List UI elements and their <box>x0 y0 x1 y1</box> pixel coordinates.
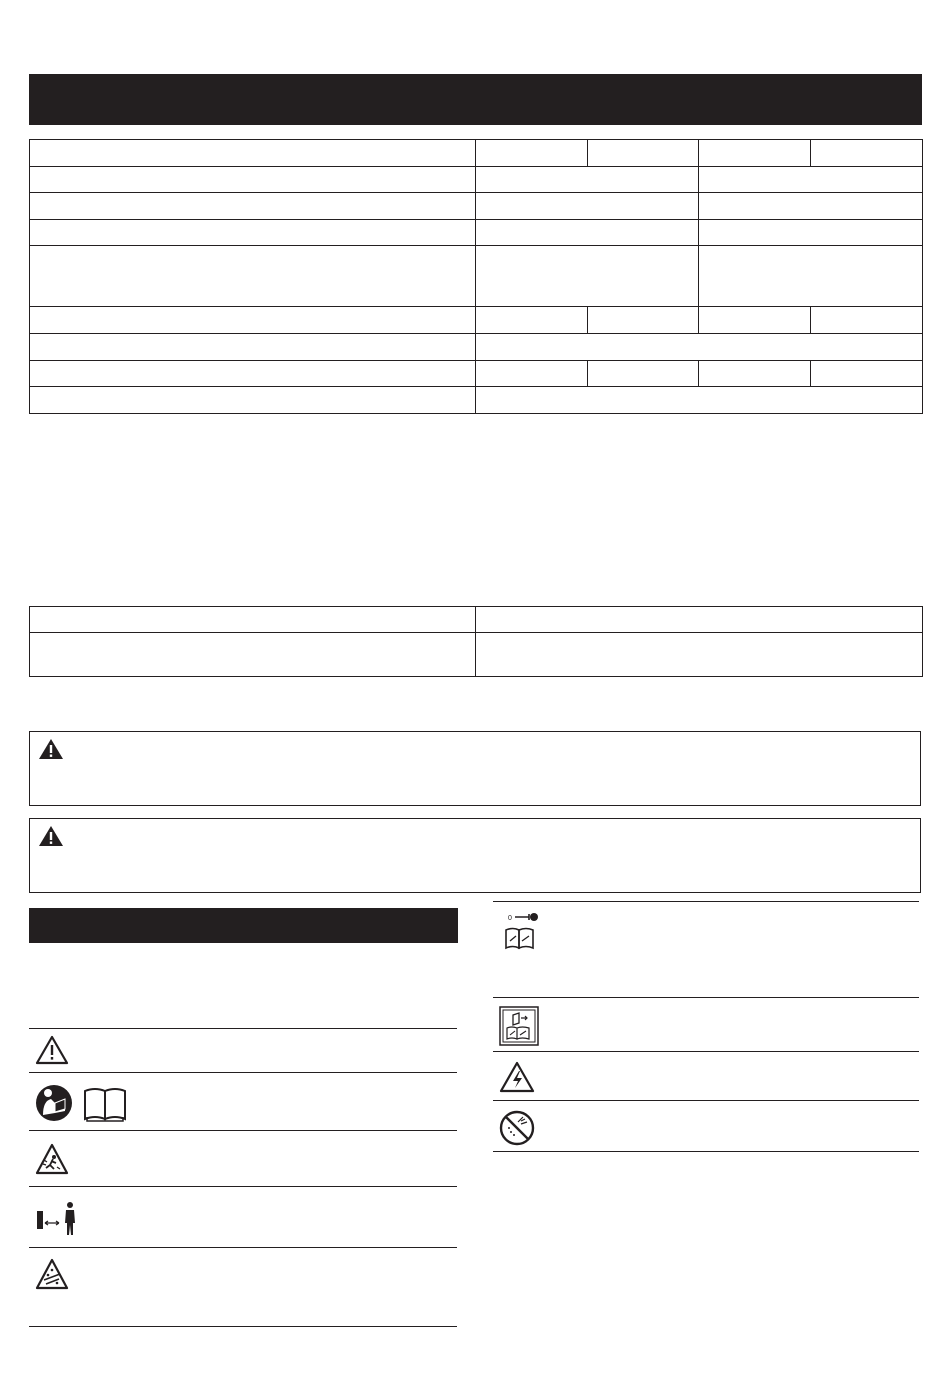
table-cell <box>476 167 699 193</box>
table-cell <box>476 387 923 414</box>
table-cell <box>699 167 923 193</box>
divider <box>29 1326 457 1327</box>
symbol-row <box>493 901 919 997</box>
table-cell <box>476 607 923 633</box>
table-cell <box>588 140 699 167</box>
table-row <box>30 193 923 220</box>
table-cell <box>699 246 923 307</box>
keep-distance-icon <box>35 1201 79 1242</box>
no-water-spray-icon <box>499 1110 535 1151</box>
table-row <box>30 607 923 633</box>
table-cell <box>588 307 699 334</box>
table-cell <box>699 193 923 220</box>
secondary-table <box>29 606 923 677</box>
table-row <box>30 361 923 387</box>
table-cell <box>30 307 476 334</box>
symbol-row <box>29 1028 457 1072</box>
table-cell <box>30 607 476 633</box>
table-cell <box>811 307 923 334</box>
symbol-row <box>493 1100 919 1152</box>
table-cell <box>476 246 699 307</box>
remove-key-read-manual-icon <box>499 910 541 957</box>
header-bar <box>29 74 922 125</box>
caution-triangle-icon <box>35 1035 69 1070</box>
table-cell <box>30 220 476 246</box>
table-row <box>30 167 923 193</box>
table-row <box>30 387 923 414</box>
warning-triangle-filled-icon <box>38 738 64 765</box>
warning-box <box>29 731 921 806</box>
symbol-row <box>29 1130 457 1186</box>
table-cell <box>699 140 811 167</box>
symbol-row <box>29 1247 457 1326</box>
table-cell <box>476 334 923 361</box>
table-cell <box>699 361 811 387</box>
table-cell <box>476 307 588 334</box>
table-row <box>30 220 923 246</box>
table-row <box>30 140 923 167</box>
table-row <box>30 633 923 677</box>
symbol-row <box>493 1051 919 1100</box>
disconnect-read-manual-icon <box>499 1006 539 1051</box>
table-row <box>30 246 923 307</box>
table-row <box>30 307 923 334</box>
table-cell <box>476 193 699 220</box>
table-cell <box>476 361 588 387</box>
warning-triangle-filled-icon <box>38 825 64 852</box>
table-row <box>30 334 923 361</box>
table-cell <box>476 633 923 677</box>
specifications-table <box>29 139 923 414</box>
table-cell <box>30 633 476 677</box>
table-cell <box>30 387 476 414</box>
table-cell <box>30 193 476 220</box>
electric-shock-icon <box>499 1061 535 1098</box>
thrown-objects-icon <box>35 1143 69 1180</box>
flying-debris-icon <box>35 1258 69 1295</box>
table-cell <box>476 140 588 167</box>
symbol-row <box>29 1186 457 1247</box>
divider <box>493 1151 919 1152</box>
table-cell <box>30 167 476 193</box>
table-cell <box>699 307 811 334</box>
table-cell <box>699 220 923 246</box>
warning-box <box>29 818 921 893</box>
table-cell <box>30 361 476 387</box>
table-cell <box>30 246 476 307</box>
symbol-row <box>29 1072 457 1130</box>
svg-text:0: 0 <box>508 915 512 922</box>
table-cell <box>30 140 476 167</box>
table-cell <box>811 140 923 167</box>
read-manual-icon <box>35 1083 127 1128</box>
table-cell <box>811 361 923 387</box>
symbol-row <box>493 997 919 1051</box>
table-cell <box>476 220 699 246</box>
table-cell <box>588 361 699 387</box>
symbols-section-bar <box>29 908 458 943</box>
table-cell <box>30 334 476 361</box>
